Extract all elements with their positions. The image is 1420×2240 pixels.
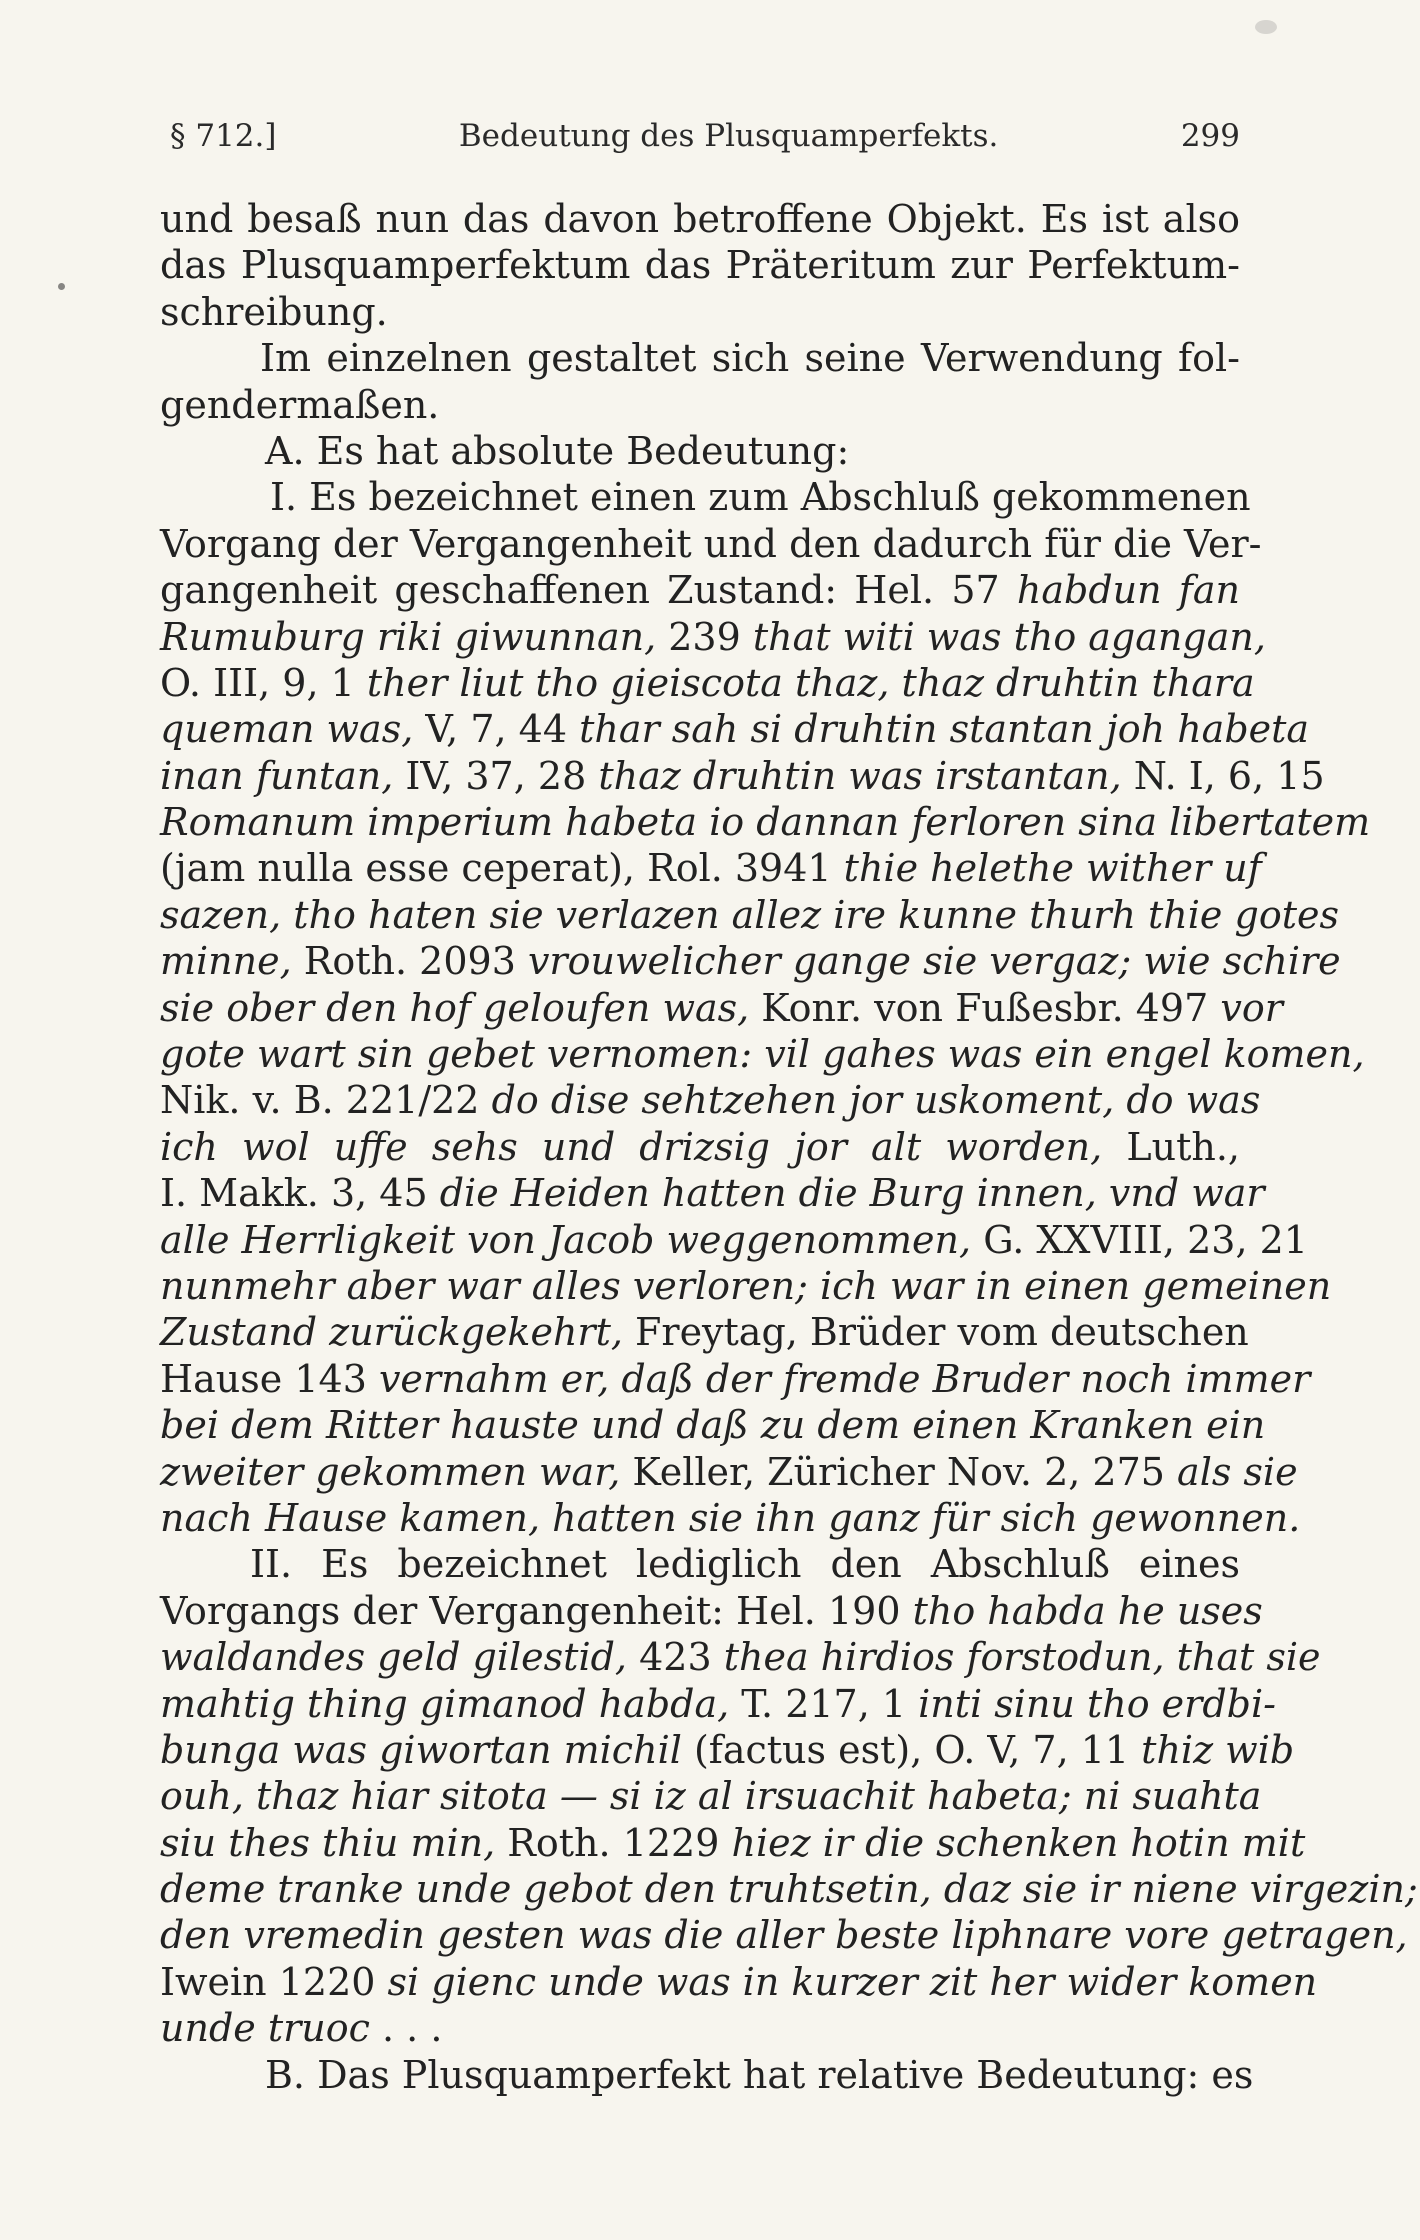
text-segment: G. XXVIII, 23, 21: [971, 1217, 1308, 1262]
italic-quotation: ich wol uffe sehs und drizsig jor alt worden,: [160, 1124, 1103, 1169]
text-segment: Luth.,: [1102, 1124, 1240, 1169]
italic-quotation: that witi was tho agangan,: [752, 614, 1266, 659]
running-header: [170, 118, 1240, 154]
text-segment: V, 7, 44: [413, 707, 580, 752]
text-line: [160, 1541, 1240, 1587]
text-line: [160, 2005, 1240, 2051]
text-segment: I. Es bezeichnet einen zum Abschluß gekommenen: [270, 475, 1251, 520]
text-line: [160, 2052, 1254, 2098]
text-segment: II. Es bezeichnet lediglich den Abschluß eines: [250, 1542, 1240, 1587]
running-title: Bedeutung des Plusquamperfekts.: [458, 118, 999, 154]
text-line: [160, 706, 1310, 752]
text-line: [160, 428, 1240, 474]
italic-quotation: zweiter gekommen war,: [160, 1449, 621, 1494]
italic-quotation: deme tranke unde gebot den truhtsetin, daz sie ir niene virgezin;: [160, 1867, 1418, 1912]
text-line: [160, 382, 1240, 428]
text-segment: Nik. v. B. 221/22: [160, 1078, 492, 1123]
italic-quotation: sazen, tho haten sie verlazen allez ire kunne thurh thie gotes: [160, 892, 1339, 937]
italic-quotation: si gienc unde was in kurzer zit her wider komen: [387, 1959, 1318, 2004]
text-line: [160, 1263, 1332, 1309]
italic-quotation: alle Herrligkeit von Jacob weggenommen,: [160, 1217, 972, 1262]
italic-quotation: thiz wib: [1141, 1727, 1295, 1772]
italic-quotation: nunmehr aber war alles verloren; ich war in einen gemeinen: [160, 1263, 1332, 1308]
text-line: [160, 567, 1240, 613]
text-segment: (factus est), O. V, 7, 11: [681, 1727, 1142, 1772]
text-line: [160, 521, 1262, 567]
italic-quotation: ther liut tho gieiscota thaz, thaz druhtin thara: [366, 660, 1255, 705]
italic-quotation: als sie: [1177, 1449, 1298, 1494]
italic-quotation: waldandes geld gilestid,: [160, 1635, 628, 1680]
text-segment: Im einzelnen gestaltet sich seine Verwendung fol-: [260, 336, 1240, 381]
text-line: [160, 985, 1283, 1031]
text-line: [160, 1681, 1276, 1727]
italic-quotation: siu thes thiu min,: [160, 1820, 496, 1865]
text-line: [160, 1077, 1261, 1123]
text-line: [160, 1309, 1249, 1355]
text-line: [160, 1866, 1418, 1912]
text-segment: Iwein 1220: [160, 1959, 388, 2004]
italic-quotation: mahtig thing gimanod habda,: [160, 1681, 730, 1726]
italic-quotation: thea hirdios forstodun, that sie: [723, 1635, 1321, 1680]
italic-quotation: bei dem Ritter hauste und daß zu dem einen Kranken ein: [160, 1403, 1266, 1448]
text-line: [160, 1912, 1408, 1958]
text-segment: Hause 143: [160, 1356, 379, 1401]
body-text: [160, 196, 1418, 2098]
text-line: [160, 845, 1262, 891]
italic-quotation: Rumuburg riki giwunnan,: [160, 614, 657, 659]
text-segment: IV, 37, 28: [393, 753, 599, 798]
text-line: [160, 1356, 1311, 1402]
text-segment: I. Makk. 3, 45: [160, 1171, 440, 1216]
text-line: [160, 1170, 1265, 1216]
text-segment: O. III, 9, 1: [160, 660, 367, 705]
text-segment: gendermaßen.: [160, 382, 440, 427]
text-line: [160, 242, 1240, 288]
italic-quotation: Romanum imperium habeta io dannan ferloren sina libertatem: [160, 800, 1371, 845]
text-segment: Vorgangs der Vergangenheit: Hel. 190: [160, 1588, 913, 1633]
italic-quotation: vrouwelicher gange sie vergaz; wie schire: [527, 939, 1341, 984]
text-line: [160, 1124, 1240, 1170]
text-line: [160, 1588, 1263, 1634]
text-line: [160, 1727, 1295, 1773]
text-segment: T. 217, 1: [729, 1681, 919, 1726]
text-segment: . . .: [369, 2006, 443, 2051]
italic-quotation: do dise sehtzehen jor uskoment, do was: [491, 1078, 1261, 1123]
text-line: [160, 938, 1341, 984]
text-line: [160, 753, 1325, 799]
italic-quotation: ouh, thaz hiar sitota — si iz al irsuachit habeta; ni suahta: [160, 1774, 1262, 1819]
italic-quotation: queman was,: [160, 707, 414, 752]
italic-quotation: thar sah si druhtin stantan joh habeta: [579, 707, 1310, 752]
italic-quotation: nach Hause kamen, hatten sie ihn ganz für sich gewonnen.: [160, 1495, 1301, 1540]
italic-quotation: sie ober den hof geloufen was,: [160, 985, 750, 1030]
italic-quotation: tho habda he uses: [912, 1588, 1263, 1633]
italic-quotation: vernahm er, daß der fremde Bruder noch immer: [378, 1356, 1311, 1401]
text-segment: Keller, Züricher Nov. 2, 275: [620, 1449, 1178, 1494]
text-line: [160, 660, 1255, 706]
text-segment: Freytag, Brüder vom deutschen: [622, 1310, 1249, 1355]
italic-quotation: thie helethe wither uf: [843, 846, 1262, 891]
text-line: [160, 1773, 1262, 1819]
text-segment: Vorgang der Vergangenheit und den dadurch für die Ver-: [160, 521, 1262, 566]
text-line: [160, 335, 1240, 381]
scan-smudge: [1255, 20, 1277, 34]
italic-quotation: bunga was giwortan michil: [160, 1727, 682, 1772]
italic-quotation: die Heiden hatten die Burg innen, vnd war: [439, 1171, 1265, 1216]
text-segment: 423: [627, 1635, 724, 1680]
text-segment: (jam nulla esse ceperat), Rol. 3941: [160, 846, 844, 891]
text-segment: das Plusquamperfektum das Präteritum zur Perfektum-: [160, 243, 1240, 288]
text-line: [160, 1402, 1266, 1448]
text-segment: N. I, 6, 15: [1121, 753, 1325, 798]
text-line: [160, 1449, 1298, 1495]
section-number: § 712.]: [170, 118, 277, 154]
text-line: [160, 289, 1240, 335]
text-line: [160, 1959, 1318, 2005]
text-segment: A. Es hat absolute Bedeutung:: [265, 428, 850, 473]
italic-quotation: den vremedin gesten was die aller beste liphnare vore getragen,: [160, 1913, 1408, 1958]
text-line: [160, 1634, 1321, 1680]
text-line: [160, 1495, 1301, 1541]
text-segment: Roth. 1229: [495, 1820, 732, 1865]
text-segment: Roth. 2093: [291, 939, 528, 984]
text-segment: B. Das Plusquamperfekt hat relative Bedeutung: es: [265, 2052, 1254, 2097]
page-number: 299: [1180, 118, 1240, 154]
text-segment: 239: [656, 614, 753, 659]
text-segment: gangenheit geschaffenen Zustand: Hel. 57: [160, 568, 1017, 613]
italic-quotation: unde truoc: [160, 2006, 370, 2051]
italic-quotation: habdun fan: [1016, 568, 1240, 613]
text-line: [160, 196, 1240, 242]
text-line: [160, 799, 1371, 845]
italic-quotation: inan funtan,: [160, 753, 394, 798]
italic-quotation: gote wart sin gebet vernomen: vil gahes was ein engel komen,: [160, 1032, 1365, 1077]
text-line: [160, 614, 1266, 660]
italic-quotation: vor: [1220, 985, 1283, 1030]
scan-dot: [58, 283, 65, 290]
italic-quotation: thaz druhtin was irstantan,: [598, 753, 1122, 798]
italic-quotation: Zustand zurückgekehrt,: [160, 1310, 623, 1355]
text-line: [160, 474, 1251, 520]
text-line: [160, 1217, 1308, 1263]
text-segment: schreibung.: [160, 289, 388, 334]
text-line: [160, 1031, 1365, 1077]
text-segment: und besaß nun das davon betroffene Objekt. Es ist also: [160, 197, 1240, 241]
italic-quotation: minne,: [160, 939, 292, 984]
italic-quotation: hiez ir die schenken hotin mit: [731, 1820, 1306, 1865]
text-line: [160, 1820, 1306, 1866]
italic-quotation: inti sinu tho erdbi-: [918, 1681, 1276, 1726]
text-segment: Konr. von Fußesbr. 497: [749, 985, 1221, 1030]
text-line: [160, 892, 1339, 938]
